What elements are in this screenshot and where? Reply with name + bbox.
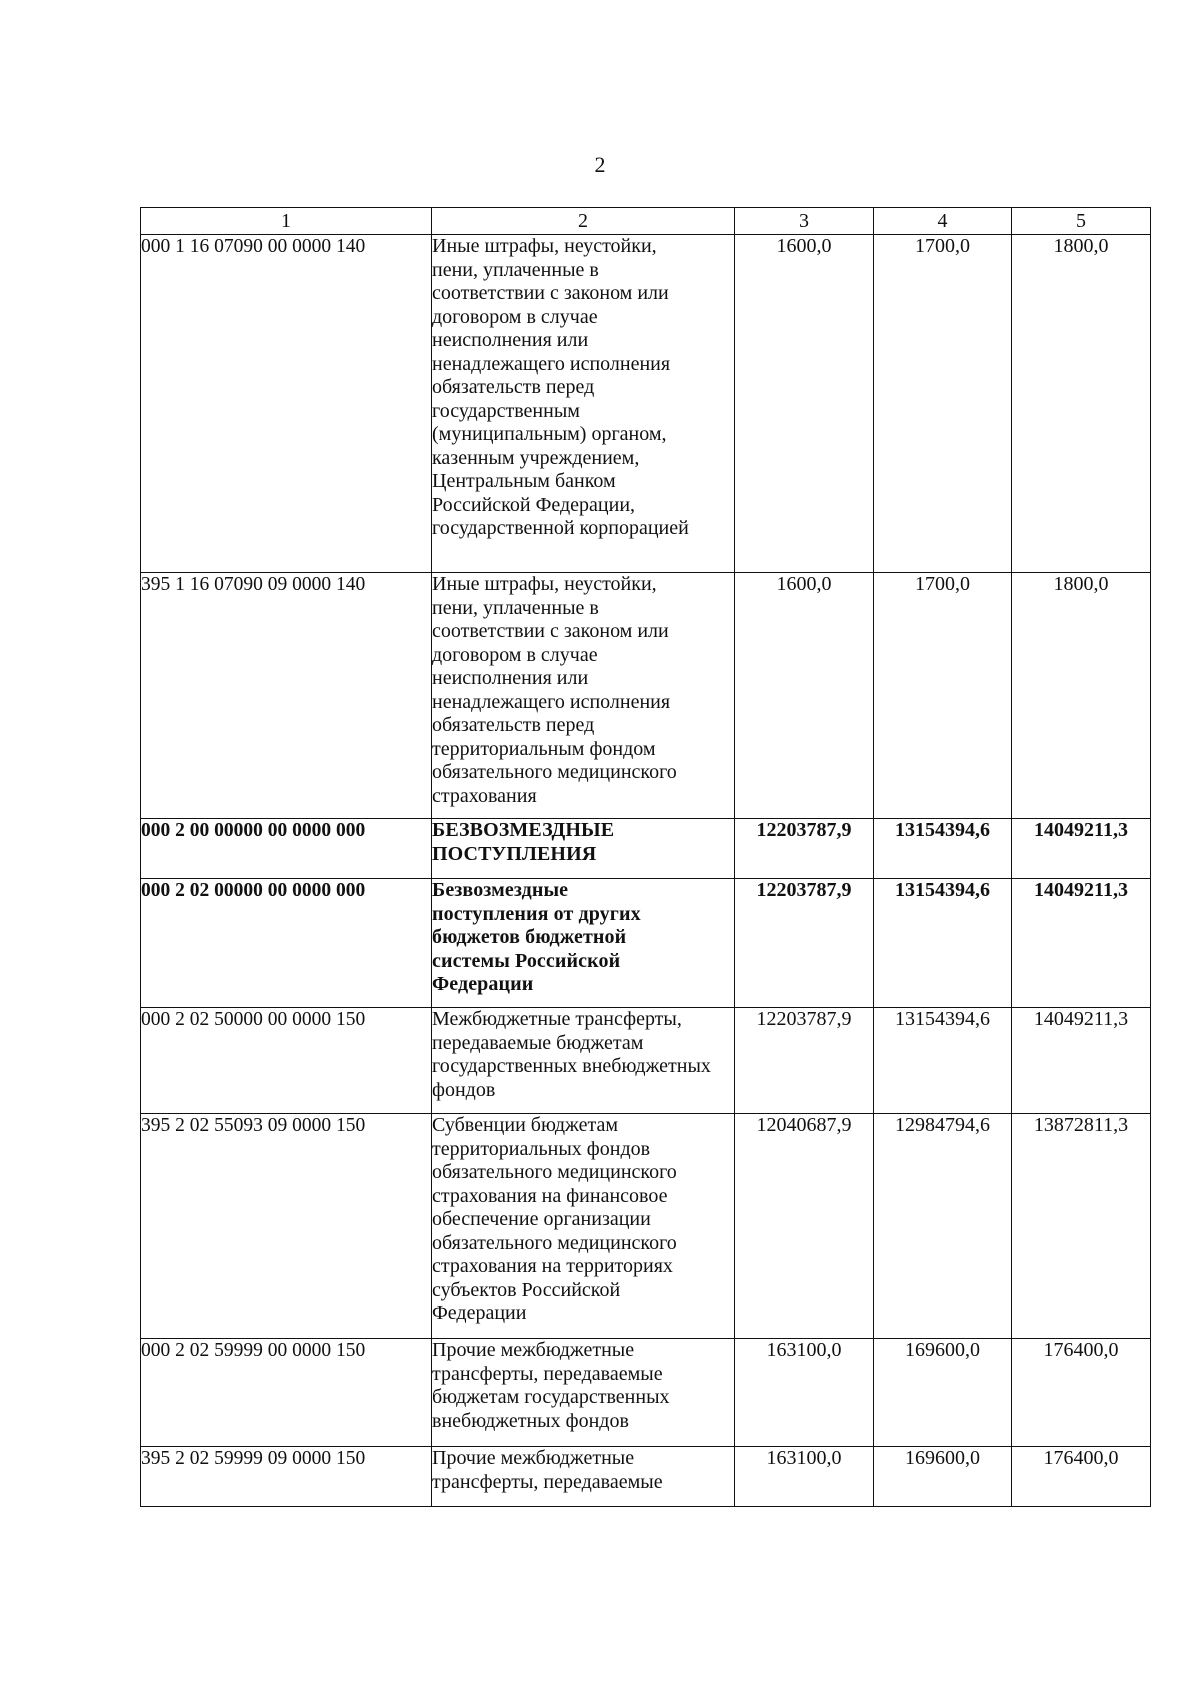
income-name-cell [432, 1114, 735, 1339]
amount-col3-cell: 12203787,9 [735, 879, 874, 1008]
amount-col4-cell: 169600,0 [874, 1447, 1012, 1507]
amount-col5-cell: 176400,0 [1012, 1339, 1151, 1447]
income-name-text: БЕЗВОЗМЕЗДНЫЕ ПОСТУПЛЕНИЯ [432, 819, 615, 865]
amount-col5-cell: 14049211,3 [1012, 1008, 1151, 1114]
budget-code-cell: 000 2 02 59999 00 0000 150 [141, 1339, 432, 1447]
amount-col4-cell: 13154394,6 [874, 1008, 1012, 1114]
amount-col5-cell: 1800,0 [1012, 235, 1151, 573]
income-name-cell [432, 1447, 735, 1507]
amount-col5-cell: 14049211,3 [1012, 879, 1151, 1008]
amount-col3-cell: 1600,0 [735, 573, 874, 819]
amount-col3-cell: 163100,0 [735, 1339, 874, 1447]
table-header-row [141, 208, 1151, 235]
amount-col5-cell: 1800,0 [1012, 573, 1151, 819]
income-name-text: Прочие межбюджетные трансферты, передаваемые [432, 1447, 663, 1493]
income-name-text: Безвозмездные поступления от других бюджетов бюджетной системы Российской Федерации [432, 879, 641, 995]
budget-code-cell: 000 2 02 50000 00 0000 150 [141, 1008, 432, 1114]
table-row [141, 1447, 1151, 1507]
table-row [141, 1339, 1151, 1447]
income-name-cell [432, 235, 735, 573]
column-header-2: 2 [432, 208, 735, 235]
income-name-text: Иные штрафы, неустойки, пени, уплаченные в соответствии с законом или договором в случае неисполнения или ненадлежащего исполнения обязательств перед территориальным фондом обязательного медицинского страхования [432, 573, 677, 807]
budget-code-cell: 395 1 16 07090 09 0000 140 [141, 573, 432, 819]
table-row [141, 819, 1151, 879]
page-number: 2 [594, 152, 606, 177]
table-row [141, 235, 1151, 573]
income-name-cell [432, 819, 735, 879]
budget-code-cell: 000 2 02 00000 00 0000 000 [141, 879, 432, 1008]
amount-col5-cell: 13872811,3 [1012, 1114, 1151, 1339]
budget-code-cell: 395 2 02 59999 09 0000 150 [141, 1447, 432, 1507]
table-row [141, 1008, 1151, 1114]
budget-code-cell: 000 2 00 00000 00 0000 000 [141, 819, 432, 879]
amount-col4-cell: 13154394,6 [874, 879, 1012, 1008]
budget-code-cell: 395 2 02 55093 09 0000 150 [141, 1114, 432, 1339]
income-name-text: Прочие межбюджетные трансферты, передаваемые бюджетам государственных внебюджетных фондов [432, 1339, 670, 1432]
amount-col5-cell: 14049211,3 [1012, 819, 1151, 879]
column-header-1: 1 [141, 208, 432, 235]
amount-col4-cell: 169600,0 [874, 1339, 1012, 1447]
income-name-cell [432, 879, 735, 1008]
column-header-4: 4 [874, 208, 1012, 235]
amount-col4-cell: 13154394,6 [874, 819, 1012, 879]
column-header-3: 3 [735, 208, 874, 235]
income-name-cell [432, 1339, 735, 1447]
amount-col5-cell: 176400,0 [1012, 1447, 1151, 1507]
income-name-text: Иные штрафы, неустойки, пени, уплаченные в соответствии с законом или договором в случае неисполнения или ненадлежащего исполнения обязательств перед государственным (муниципальным) органом, казенным учреждением, Центральным банком Российской Федерации, государственной корпорацией [432, 235, 689, 539]
amount-col3-cell: 12040687,9 [735, 1114, 874, 1339]
amount-col4-cell: 1700,0 [874, 235, 1012, 573]
amount-col3-cell: 12203787,9 [735, 1008, 874, 1114]
amount-col3-cell: 12203787,9 [735, 819, 874, 879]
income-name-cell [432, 573, 735, 819]
amount-col4-cell: 1700,0 [874, 573, 1012, 819]
table-row [141, 1114, 1151, 1339]
income-name-text: Субвенции бюджетам территориальных фондов обязательного медицинского страхования на финансовое обеспечение организации обязательного медицинского страхования на территориях субъектов Российской Федерации [432, 1114, 677, 1324]
amount-col4-cell: 12984794,6 [874, 1114, 1012, 1339]
amount-col3-cell: 1600,0 [735, 235, 874, 573]
budget-revenue-table [140, 207, 1151, 1507]
table-row [141, 573, 1151, 819]
income-name-text: Межбюджетные трансферты, передаваемые бюджетам государственных внебюджетных фондов [432, 1008, 711, 1101]
income-name-cell [432, 1008, 735, 1114]
table-row [141, 879, 1151, 1008]
budget-code-cell: 000 1 16 07090 00 0000 140 [141, 235, 432, 573]
column-header-5: 5 [1012, 208, 1151, 235]
amount-col3-cell: 163100,0 [735, 1447, 874, 1507]
